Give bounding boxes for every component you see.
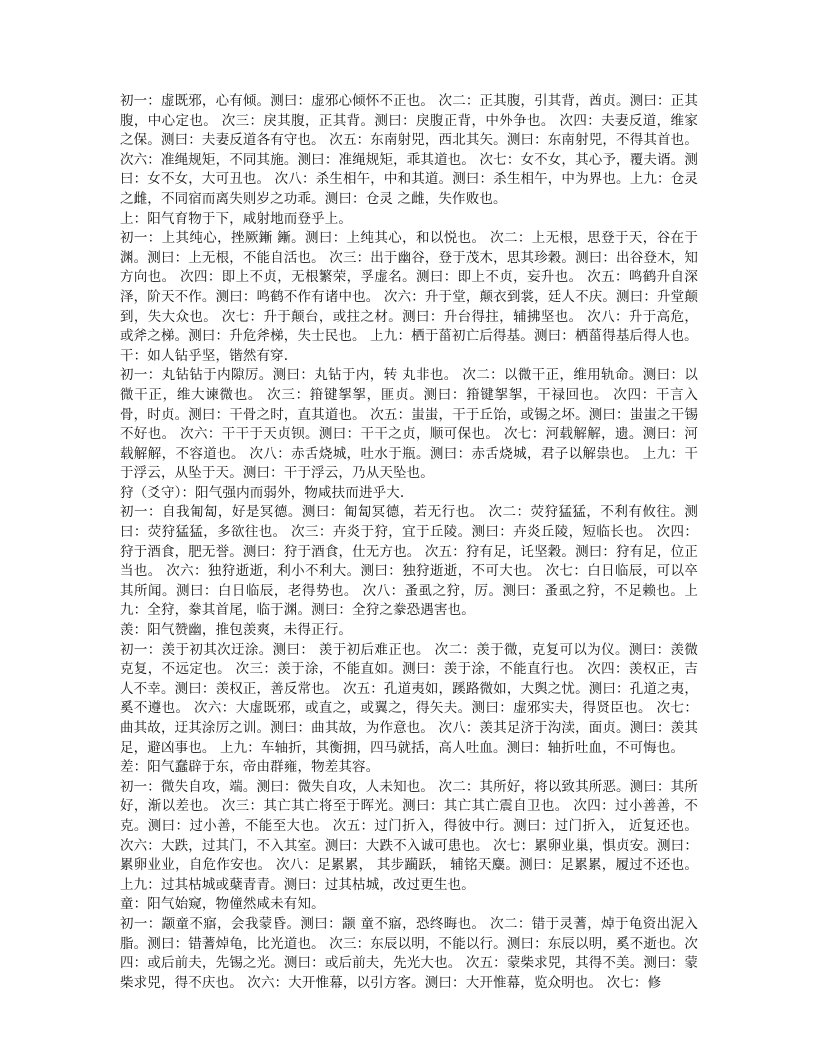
paragraph-cha: 初一：微失自攻，端。测曰：微失自攻，人未知也。 次二：其所好，将以致其所恶。测曰：其所好，渐以差也。 次三：其亡其亡将至于晖光。测曰：其亡其亡震自卫也。 次四：过小善善，不克。测曰：过小善，不能至大也。 次五：过门折入，得彼中行。测曰：过门折入， 近复还也。次六：大跌，过其门，不入其室。测曰：大跌不入诚可患也。 次七：累卵业巢，惧贞安。测曰：累卵业业，自危作安也。 次八：足累累， 其步躏跃， 辅铭天麋。测曰：足累累，履过不还也。 上九：过其枯城或蘖青青。测曰：过其枯城，改过更生也。 xyxy=(120,778,698,893)
heading-shou: 狩（爻守）：阳气强内而弱外，物咸扶而进乎大. xyxy=(120,484,405,501)
paragraph-xian: 初一：羡于初其次迂涂。测曰： 羡于初后难正也。 次二：羡于微，克复可以为仪。测曰：羡微克复，不远定也。 次三：羡于涂，不能直如。测曰：羡于涂，不能直行也。 次四：羡权正，吉人不幸。测曰：羡权正，善反常也。 次五：孔道夷如，蹊路微如，大舆之忧。测曰：孔道之夷，奚不遵也。 次六：大虚既邪，或直之，或翼之，得矢夫。测曰：虚邪实夫，得贤臣也。 次七：曲其故，迂其涂厉之训。测曰：曲其故，为作意也。 次八：羡其足济于沟渎，面贞。测曰：羡其足，避凶事也。 上九：车轴折，其衡拥，四马就括，高人吐血。测曰：轴折吐血，不可悔也。 xyxy=(120,641,698,756)
heading-gan: 干：如人钻乎坚，锴然有穿. xyxy=(120,347,289,364)
heading-xian: 羡：阳气赞幽，推包羡爽，未得正行。 xyxy=(120,622,353,639)
heading-tong: 童：阳气始窥，物僮然咸未有知。 xyxy=(120,896,325,913)
paragraph-shang: 初一：上其纯心，挫厥鏩 鏩。测曰：上纯其心，和以悦也。 次二：上无根，思登于天，谷在于渊。测曰：上无根，不能自活也。 次三：出于幽谷，登于茂木，思其珍穀。测曰：出谷登木，知方向也。 次四：即上不贞，无根繁荣，孚虚名。测曰：即上不贞，妄升也。 次五：鸣鹤升自深泽，阶天不作。测曰：鸣鹤不作有诸中也。 次六：升于堂，颠衣到裳，廷人不庆。测曰：升堂颠到，失大众也。 次七：升于颠台，或拄之材。测曰：升台得拄，辅拂坚也。 次八：升于高危，或斧之梯。测曰：升危斧梯，失士民也。 上九：栖于菑初亡后得基。测曰：栖菑得基后得人也。 xyxy=(120,230,698,345)
paragraph-zheng: 初一：虚既邪，心有倾。测曰：虚邪心倾怀不正也。 次二：正其腹，引其背，酋贞。测曰：正其腹，中心定也。 次三：戾其腹，正其背。测曰：戾腹正背，中外争也。 次四：夫妻反道，维家之保。测曰：夫妻反道各有守也。 次五：东南射兕，西北其矢。测曰：东南射兕，不得其首也。 次六：准绳规矩，不同其施。测曰：准绳规矩，乖其道也。 次七：女不女，其心予，覆夫谞。测曰：女不女，大可丑也。 次八：杀生相午，中和其道。测曰：杀生相午，中为界也。上九：仓灵 之雌，不同宿而离失则岁之功乖。测曰：仓灵 之雌，失作败也。 xyxy=(120,93,698,207)
paragraph-gan: 初一：丸钻钻于内隙厉。测曰：丸钻于内，转 丸非也。 次二：以微干正，维用轨命。测曰：以微干正，维大谏微也。 次三：箝键挐挐，匪贞。测曰：箝键挐挐，干禄回也。 次四：干言入骨，时贞。测曰：干骨之时，直其道也。 次五：蚩蚩，干于丘饴，或锡之坏。测曰：蚩蚩之干锡不好也。 次六：干干于天贞钡。测曰：干干之贞，顺可保也。 次七：河载解解，遗。测曰：河载解解，不容道也。 次八：赤舌烧城，吐水于瓶。测曰：赤舌烧城，君子以解祟也。 上九：干于浮云，从坠于天。测曰：干于浮云，乃从天坠也。 xyxy=(120,367,698,482)
heading-shang: 上：阳气育物于下，咸射地而登乎上。 xyxy=(120,210,353,227)
paragraph-tong: 初一：颛童不寤，会我蒙昏。测曰：颛 童不寤，恐终晦也。 次二：错于灵蓍，焯于龟资出泥入脂。测曰：错蓍焯龟，比光道也。 次三：东辰以明，不能以行。测曰：东辰以明，奚不逝也。次四：或后前夫，先锡之光。测曰：或后前夫，先光大也。 次五：蒙柴求兕，其得不美。测曰：蒙柴求兕，得不庆也。 次六：大开惟幕，以引方客。测曰：大开惟幕，览众明也。 次七：修 xyxy=(120,915,698,991)
document-page xyxy=(120,92,698,993)
paragraph-shou: 初一：自我匍匐，好是冥德。测曰：匍匐冥德，若无行也。 次二：荧狩猛猛，不利有攸往。测曰：荧狩猛猛，多欲往也。 次三：卉炎于狩，宜于丘陵。测曰：卉炎丘陵，短临长也。 次四：狩于酒食，肥无誉。测曰：狩于酒食，仕无方也。 次五：狩有足，讬坚穀。测曰：狩有足，位正当也。 次六：独狩逝逝，利小不利大。测曰：独狩逝逝，不可大也。 次七：白日临辰，可以卒其所闻。测曰：白日临辰，老得势也。 次八：蚤虱之狩，厉。测曰：蚤虱之狩，不足赖也。上九：全狩，豢其首尾，临于渊。测曰：全狩之豢恐遇害也。 xyxy=(120,504,698,619)
heading-cha: 差：阳气蠢辟于东，帝由群雍，物差其容。 xyxy=(120,759,380,776)
